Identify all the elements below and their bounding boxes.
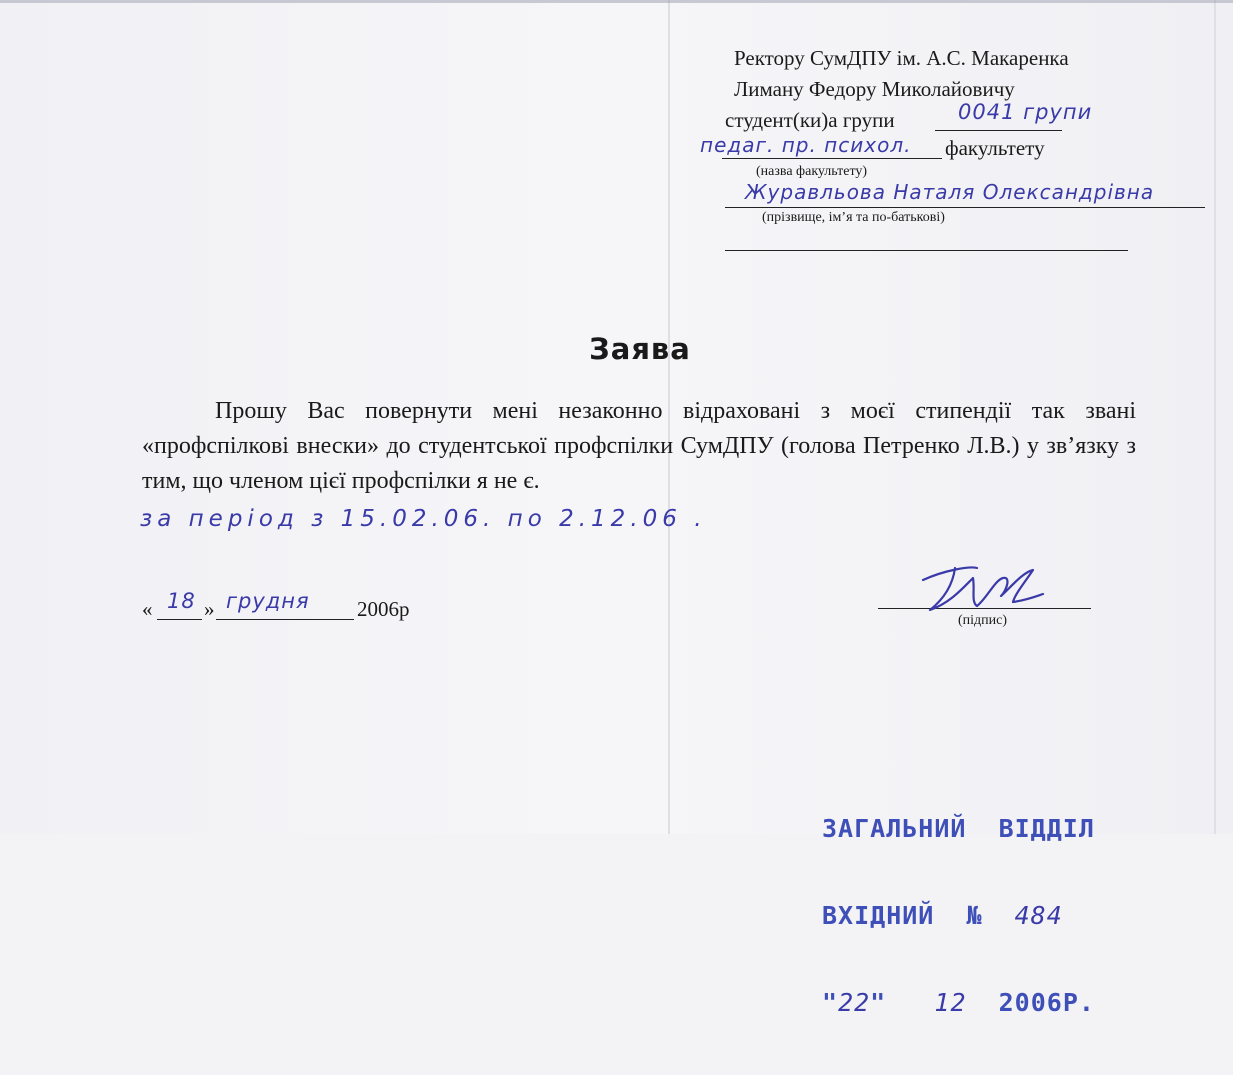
stamp-open-quote: ": [822, 988, 839, 1017]
stamp-incoming-label: ВХІДНИЙ №: [822, 901, 983, 930]
fold-crease-right: [1214, 0, 1216, 834]
date-day: 18: [167, 589, 196, 613]
addressee-line-1: Ректору СумДПУ ім. А.С. Макаренка: [734, 46, 1069, 70]
group-prefix: студент(ки)а групи: [725, 108, 895, 132]
date-open-quote: «: [142, 597, 153, 621]
faculty-caption: (назва факультету): [756, 164, 868, 179]
stamp-month: 12: [934, 988, 967, 1017]
extra-underline: [725, 250, 1128, 251]
faculty-suffix: факультету: [945, 136, 1045, 160]
stamp-close-quote: ": [870, 988, 887, 1017]
addressee-line-2: Лиману Федору Миколайовичу: [734, 77, 1015, 101]
name-caption: (прізвище, ім’я та по-батькові): [762, 210, 945, 225]
body-text: Прошу Вас повернути мені незаконно відраховані з моєї стипендії так звані «профспілкові внески» до студентської профспілки СумДПУ (голова Петренко Л.В.) у зв’язку з тим, що членом цієї профспілки я не є.: [142, 398, 1136, 494]
group-handwritten: 0041 групи: [958, 100, 1093, 124]
stamp-line-1: ЗАГАЛЬНИЙ ВІДДІЛ: [822, 814, 1095, 843]
group-underline: [935, 130, 1062, 131]
faculty-underline: [722, 158, 942, 159]
signature-caption: (підпис): [958, 613, 1008, 628]
document-title: Заява: [589, 332, 691, 366]
date-month: грудня: [226, 589, 310, 613]
stamp-incoming-number: 484: [1014, 901, 1063, 930]
date-year: 2006р: [357, 597, 410, 621]
registration-stamp: [822, 756, 1095, 1075]
stamp-day: 22: [838, 988, 871, 1017]
handwritten-period-note: за період з 15.02.06. по 2.12.06 .: [140, 506, 707, 532]
day-underline: [157, 619, 202, 620]
stamp-line-3: [822, 988, 1095, 1017]
body-paragraph: [142, 394, 1136, 499]
name-underline: [725, 207, 1205, 208]
paper-edge: [0, 0, 1233, 3]
name-handwritten: Журавльова Наталя Олександрівна: [745, 180, 1155, 204]
faculty-handwritten: педаг. пр. психол.: [700, 133, 912, 157]
stamp-year: 2006Р.: [998, 988, 1095, 1017]
date-close-quote: »: [204, 597, 215, 621]
signature-icon: [915, 558, 1045, 618]
month-underline: [216, 619, 354, 620]
stamp-line-2: [822, 901, 1095, 930]
